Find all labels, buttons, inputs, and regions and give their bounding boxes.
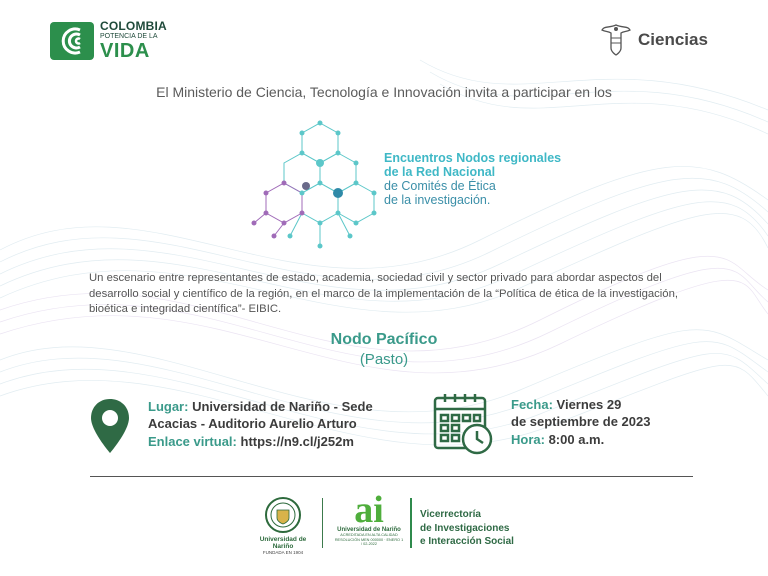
event-title-line4: de la investigación. — [384, 193, 491, 207]
vicerrectoria-label — [420, 508, 514, 549]
event-description: Un escenario entre representantes de estado, academia, sociedad civil y sector privado para abordar aspectos del desarrollo social y científico de la región, en el marco de la implementación de la “Política de ética de la investigación, bioética e integridad científica”- EIBIC. — [89, 272, 679, 316]
location-pin-icon — [88, 397, 132, 455]
date-value-line2: de septiembre de 2023 — [511, 414, 651, 430]
time-value: 8:00 a.m. — [548, 431, 605, 447]
event-title-line3: de Comités de Ética — [384, 179, 496, 193]
event-title — [384, 151, 561, 207]
colombia-potencia-vida-logo — [50, 20, 167, 61]
calendar-clock-icon — [432, 392, 494, 456]
ai-sub-line1: ACREDITADA EN ALTA CALIDAD — [340, 533, 398, 538]
virtual-link[interactable]: https://n9.cl/j252m — [240, 433, 354, 449]
university-seal-logo — [254, 496, 312, 555]
vice-line1: Vicerrectoría — [420, 509, 481, 520]
network-graph-icon — [250, 118, 390, 253]
vice-line2: de Investigaciones — [420, 522, 510, 534]
ministry-name: Ciencias — [638, 30, 708, 49]
ai-sub-line2: RESOLUCIÓN MEN 000000 · ENERO 1 / 02-2022 — [334, 537, 404, 547]
ai-letters: ai — [354, 489, 384, 531]
node-city: (Pasto) — [359, 351, 409, 368]
event-title-line1: Encuentros Nodos regionales — [384, 151, 562, 165]
accreditation-logo — [334, 489, 404, 547]
place-value: Universidad de Nariño - Sede — [192, 399, 373, 414]
invitation-text: El Ministerio de Ciencia, Tecnología e Innovación invita a participar en los — [156, 84, 612, 100]
node-heading — [0, 331, 768, 368]
date-value: Viernes 29 — [556, 397, 622, 412]
node-name: Nodo Pacífico — [330, 331, 438, 348]
event-title-line2: de la Red Nacional — [384, 165, 496, 179]
university-name: Universidad de Nariño — [259, 536, 307, 550]
vice-line3: e Interacción Social — [420, 536, 514, 547]
divider — [90, 476, 693, 477]
date-label: Fecha: — [511, 397, 553, 412]
brand-mark-icon — [50, 22, 94, 60]
footer-separator — [322, 498, 323, 548]
date-time-info — [511, 396, 671, 448]
university-seal-icon — [264, 496, 302, 534]
virtual-label: Enlace virtual: — [148, 433, 237, 449]
brand-line2: POTENCIA DE LA — [100, 33, 158, 40]
coat-of-arms-icon — [598, 22, 634, 58]
ai-name: Universidad de Nariño — [337, 527, 401, 534]
brand-line1: COLOMBIA — [100, 19, 167, 33]
place-value-line2: Acacias - Auditorio Aurelio Arturo — [148, 416, 357, 432]
ministry-logo — [598, 22, 708, 58]
university-sub: FUNDADA EN 1904 — [262, 550, 304, 555]
place-label: Lugar: — [148, 399, 189, 414]
time-label: Hora: — [511, 431, 545, 447]
footer-separator — [410, 498, 412, 548]
brand-line3: VIDA — [100, 40, 150, 62]
location-info — [148, 398, 373, 450]
